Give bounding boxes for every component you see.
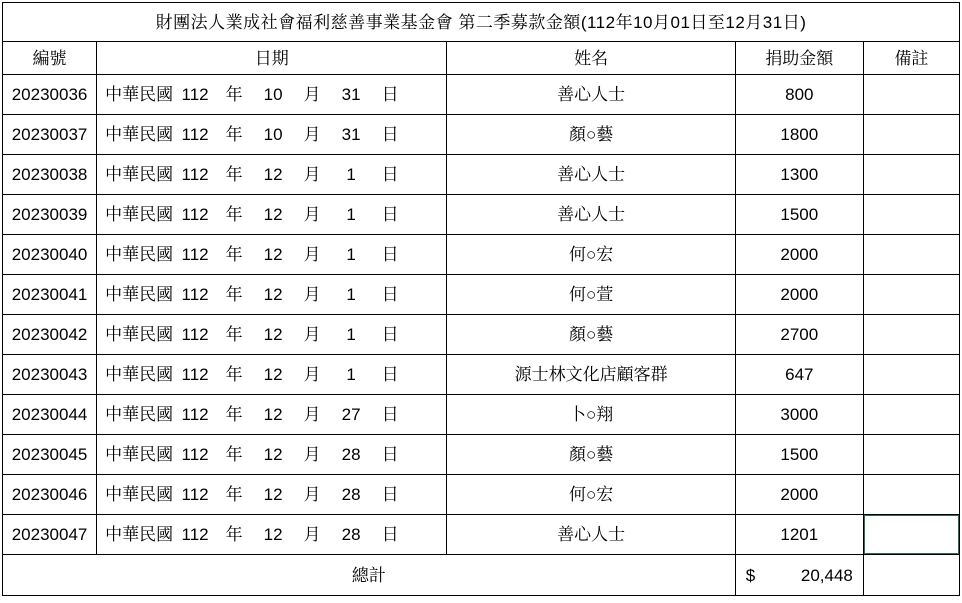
date-era: 中華民國 xyxy=(105,125,174,144)
column-header-amount: 捐助金額 xyxy=(735,42,863,75)
date-day-unit: 日 xyxy=(381,85,399,104)
row-note xyxy=(863,195,959,235)
header-row xyxy=(3,42,960,75)
row-name: 何○宏 xyxy=(447,475,735,515)
row-id: 20230040 xyxy=(3,235,97,275)
date-year-unit: 年 xyxy=(225,445,243,464)
row-note xyxy=(863,115,959,155)
date-year: 112 xyxy=(181,485,209,504)
date-day-unit: 日 xyxy=(381,365,399,384)
row-name: 源士林文化店顧客群 xyxy=(447,355,735,395)
table-row xyxy=(3,315,960,355)
row-amount: 647 xyxy=(735,355,863,395)
date-year-unit: 年 xyxy=(225,525,243,544)
row-id: 20230042 xyxy=(3,315,97,355)
date-day-unit: 日 xyxy=(381,125,399,144)
date-month: 12 xyxy=(263,165,283,184)
date-year: 112 xyxy=(181,245,209,264)
row-note xyxy=(863,435,959,475)
row-date xyxy=(97,275,447,315)
date-month: 12 xyxy=(263,365,283,384)
row-id: 20230045 xyxy=(3,435,97,475)
date-day: 28 xyxy=(341,445,361,464)
row-date xyxy=(97,235,447,275)
date-month: 12 xyxy=(263,325,283,344)
date-era: 中華民國 xyxy=(105,405,174,424)
total-row xyxy=(3,555,960,596)
date-day: 1 xyxy=(346,285,356,304)
row-note xyxy=(863,315,959,355)
date-year: 112 xyxy=(181,165,209,184)
row-name: 何○萱 xyxy=(447,275,735,315)
date-month: 12 xyxy=(263,205,283,224)
date-day-unit: 日 xyxy=(381,165,399,184)
row-note xyxy=(863,75,959,115)
date-month: 12 xyxy=(263,285,283,304)
row-id: 20230044 xyxy=(3,395,97,435)
date-year-unit: 年 xyxy=(225,125,243,144)
date-month-unit: 月 xyxy=(303,485,321,504)
date-month: 12 xyxy=(263,405,283,424)
date-year: 112 xyxy=(181,445,209,464)
row-id: 20230037 xyxy=(3,115,97,155)
date-year-unit: 年 xyxy=(225,365,243,384)
date-month-unit: 月 xyxy=(303,365,321,384)
total-amount-value: 20,448 xyxy=(800,565,853,585)
date-day-unit: 日 xyxy=(381,525,399,544)
date-month: 12 xyxy=(263,445,283,464)
column-header-date: 日期 xyxy=(97,42,447,75)
row-amount: 1300 xyxy=(735,155,863,195)
row-name: 善心人士 xyxy=(447,155,735,195)
date-month-unit: 月 xyxy=(303,125,321,144)
row-amount: 800 xyxy=(735,75,863,115)
row-date xyxy=(97,355,447,395)
total-currency-symbol: $ xyxy=(745,565,756,585)
table-row xyxy=(3,395,960,435)
date-day-unit: 日 xyxy=(381,445,399,464)
row-date xyxy=(97,435,447,475)
date-era: 中華民國 xyxy=(105,285,174,304)
table-row xyxy=(3,75,960,115)
date-day-unit: 日 xyxy=(381,245,399,264)
row-date xyxy=(97,115,447,155)
date-year-unit: 年 xyxy=(225,245,243,264)
date-month: 12 xyxy=(263,245,283,264)
row-name: 卜○翔 xyxy=(447,395,735,435)
table-row xyxy=(3,115,960,155)
row-name: 善心人士 xyxy=(447,195,735,235)
title-row xyxy=(3,3,960,42)
date-year-unit: 年 xyxy=(225,205,243,224)
date-month-unit: 月 xyxy=(303,405,321,424)
date-year-unit: 年 xyxy=(225,165,243,184)
date-year-unit: 年 xyxy=(225,85,243,104)
date-day: 1 xyxy=(346,325,356,344)
row-note xyxy=(863,155,959,195)
date-day-unit: 日 xyxy=(381,285,399,304)
total-note xyxy=(863,555,959,596)
date-day-unit: 日 xyxy=(381,325,399,344)
row-name: 顏○藝 xyxy=(447,315,735,355)
date-month-unit: 月 xyxy=(303,205,321,224)
date-month-unit: 月 xyxy=(303,525,321,544)
total-label: 總計 xyxy=(3,555,736,596)
row-date xyxy=(97,395,447,435)
table-row xyxy=(3,475,960,515)
table-row xyxy=(3,155,960,195)
date-month: 10 xyxy=(263,85,283,104)
date-era: 中華民國 xyxy=(105,205,174,224)
date-era: 中華民國 xyxy=(105,445,174,464)
row-amount: 1800 xyxy=(735,115,863,155)
total-amount xyxy=(735,555,863,596)
row-note-selected[interactable] xyxy=(863,515,959,555)
date-day: 1 xyxy=(346,365,356,384)
date-month-unit: 月 xyxy=(303,445,321,464)
row-amount: 3000 xyxy=(735,395,863,435)
date-month-unit: 月 xyxy=(303,165,321,184)
date-day: 27 xyxy=(341,405,361,424)
document-sheet xyxy=(0,2,962,603)
date-day: 1 xyxy=(346,165,356,184)
date-era: 中華民國 xyxy=(105,365,174,384)
date-year: 112 xyxy=(181,525,209,544)
row-id: 20230041 xyxy=(3,275,97,315)
date-year: 112 xyxy=(181,205,209,224)
row-id: 20230036 xyxy=(3,75,97,115)
date-year: 112 xyxy=(181,125,209,144)
date-year-unit: 年 xyxy=(225,325,243,344)
row-date xyxy=(97,75,447,115)
date-day: 31 xyxy=(341,85,361,104)
column-header-note: 備註 xyxy=(863,42,959,75)
row-amount: 2000 xyxy=(735,475,863,515)
row-date xyxy=(97,155,447,195)
date-month-unit: 月 xyxy=(303,245,321,264)
row-note xyxy=(863,275,959,315)
date-year-unit: 年 xyxy=(225,405,243,424)
row-name: 顏○藝 xyxy=(447,115,735,155)
row-name: 何○宏 xyxy=(447,235,735,275)
table-row xyxy=(3,235,960,275)
date-year: 112 xyxy=(181,365,209,384)
date-month: 12 xyxy=(263,485,283,504)
date-day-unit: 日 xyxy=(381,205,399,224)
date-month-unit: 月 xyxy=(303,285,321,304)
row-name: 顏○藝 xyxy=(447,435,735,475)
date-year: 112 xyxy=(181,405,209,424)
row-date xyxy=(97,195,447,235)
date-day: 1 xyxy=(346,245,356,264)
row-amount: 1500 xyxy=(735,435,863,475)
row-amount: 1201 xyxy=(735,515,863,555)
row-amount: 2700 xyxy=(735,315,863,355)
row-note xyxy=(863,355,959,395)
date-day: 1 xyxy=(346,205,356,224)
date-month-unit: 月 xyxy=(303,325,321,344)
column-header-name: 姓名 xyxy=(447,42,735,75)
table-row xyxy=(3,435,960,475)
date-year-unit: 年 xyxy=(225,285,243,304)
row-id: 20230039 xyxy=(3,195,97,235)
date-month: 10 xyxy=(263,125,283,144)
row-date xyxy=(97,515,447,555)
table-row xyxy=(3,515,960,555)
row-note xyxy=(863,475,959,515)
row-note xyxy=(863,395,959,435)
date-day-unit: 日 xyxy=(381,485,399,504)
table-row xyxy=(3,355,960,395)
row-id: 20230047 xyxy=(3,515,97,555)
donation-table xyxy=(2,2,960,596)
date-era: 中華民國 xyxy=(105,245,174,264)
date-year-unit: 年 xyxy=(225,485,243,504)
date-month: 12 xyxy=(263,525,283,544)
table-row xyxy=(3,275,960,315)
document-title: 財團法人業成社會福利慈善事業基金會 第二季募款金額(112年10月01日至12月31日) xyxy=(3,3,960,42)
date-year: 112 xyxy=(181,285,209,304)
row-note xyxy=(863,235,959,275)
date-era: 中華民國 xyxy=(105,165,174,184)
row-id: 20230046 xyxy=(3,475,97,515)
date-year: 112 xyxy=(181,85,209,104)
row-amount: 2000 xyxy=(735,235,863,275)
row-name: 善心人士 xyxy=(447,75,735,115)
row-name: 善心人士 xyxy=(447,515,735,555)
row-id: 20230043 xyxy=(3,355,97,395)
row-date xyxy=(97,315,447,355)
column-header-id: 編號 xyxy=(3,42,97,75)
date-era: 中華民國 xyxy=(105,85,174,104)
date-day: 31 xyxy=(341,125,361,144)
date-day-unit: 日 xyxy=(381,405,399,424)
date-era: 中華民國 xyxy=(105,325,174,344)
date-era: 中華民國 xyxy=(105,485,174,504)
date-year: 112 xyxy=(181,325,209,344)
date-day: 28 xyxy=(341,485,361,504)
row-amount: 1500 xyxy=(735,195,863,235)
date-month-unit: 月 xyxy=(303,85,321,104)
date-day: 28 xyxy=(341,525,361,544)
date-era: 中華民國 xyxy=(105,525,174,544)
table-row xyxy=(3,195,960,235)
row-id: 20230038 xyxy=(3,155,97,195)
row-date xyxy=(97,475,447,515)
row-amount: 2000 xyxy=(735,275,863,315)
